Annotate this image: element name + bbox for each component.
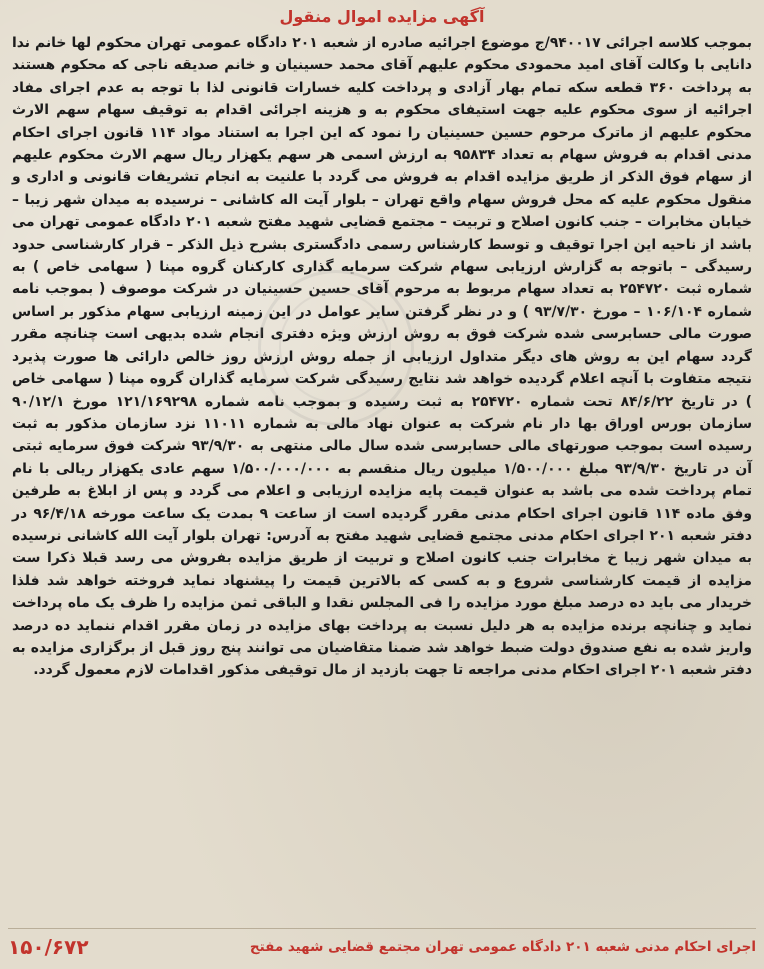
notice-body: بموجب کلاسه اجرائی ۹۴۰۰۱۷/ج موضوع اجرائیه صادره از شعبه ۲۰۱ دادگاه عمومی تهران محکوم لها خانم ندا دانایی با وکالت آقای امید محمودی محکوم علیهم آقای محمد حسینیان و خانم صدیقه ناجی که محکوم هستند به پرداخت ۳۶۰ قطعه سکه تمام بهار آزادی و پرداخت کلیه خسارات قانونی لذا با توجه به عدم اجرای مفاد اجرائیه از سوی محکوم علیه جهت استیفای محکوم به و هزینه اجرائی اقدام به توقیف سهام سهم الارث محکوم علیهم از ماترک مرحوم حسین حسینیان را نمود که این اجرا به استناد مواد ۱۱۴ قانون اجرای احکام مدنی اقدام به فروش سهام به تعداد ۹۵۸۳۴ به ارزش اسمی هر سهم یکهزار ریال سهم الارث محکوم علیهم از سهام فوق الذکر از طریق مزایده اقدام به فروش می گردد با علنیت به انجام تشریفات قانونی و اداری و منقول محکوم علیه که محل فروش سهام واقع تهران – بلوار آیت اله کاشانی – نرسیده به میدان شهر زیبا – خیابان مخابرات – جنب کانون اصلاح و تربیت – مجتمع قضایی شهید مفتح شعبه ۲۰۱ دادگاه عمومی تهران می باشد از ناحیه این اجرا توقیف و توسط کارشناس رسمی دادگستری بشرح ذیل الذکر – قرار کارشناسی حدود رسیدگی – باتوجه به گزارش ارزیابی سهام شرکت سرمایه گذاری کارکنان گروه مپنا ( سهامی خاص ) به شماره ثبت ۲۵۴۷۲۰ به تعداد سهام مربوط به مرحوم آقای حسین حسینیان در شرکت موصوف ( بموجب نامه شماره ۱۰۶/۱۰۴ – مورخ ۹۳/۷/۳۰ ) و در نظر گرفتن سایر عوامل در این زمینه ارزیابی سهام مذکور بر اساس صورت مالی حسابرسی شده شرکت فوق به روش ارزش ویژه دفتری انجام شده بدیهی است چنانچه مقرر گردد سهام این به روش های دیگر متداول ارزیابی از جمله روش ارزش روز خالص دارائی ها صورت پذیرد نتیجه متفاوت با آنچه اعلام گردیده خواهد شد نتایج رسیدگی شرکت سرمایه گذاران گروه مپنا ( سهامی خاص ) در تاریخ ۸۴/۶/۲۲ تحت شماره ۲۵۴۷۲۰ به ثبت رسیده و بموجب نامه شماره ۱۲۱/۱۶۹۲۹۸ مورخ ۹۰/۱۲/۱ سازمان بورس اوراق بها دار نام شرکت به عنوان نهاد مالی به شماره ۱۱۰۱۱ نزد سازمان مذکور به ثبت رسیده است بموجب صورتهای مالی حسابرسی شده سال مالی منتهی به ۹۳/۹/۳۰ شرکت فوق سرمایه ثبتی آن در تاریخ ۹۳/۹/۳۰ مبلغ ۱/۵۰۰/۰۰۰ میلیون ریال منقسم به ۱/۵۰۰/۰۰۰/۰۰۰ سهم عادی یکهزار ریالی با نام تمام پرداخت شده می باشد به عنوان قیمت پایه مزایده ارزیابی و اعلام می گردد و پس از ابلاغ به طرفین وفق ماده ۱۱۴ قانون اجرای احکام مدنی مقرر گردیده است از ساعت ۹ بمدت یک ساعت مورخه ۹۶/۴/۱۸ در دفتر شعبه ۲۰۱ اجرای احکام مدنی مجتمع قضایی شهید مفتح به آدرس: تهران بلوار آیت الله کاشانی نرسیده به میدان شهر زیبا خ مخابرات جنب کانون اصلاح و تربیت از طریق مزایده بفروش می رسد قبلا ذکرا ست مزایده از قیمت کارشناسی شروع و به کسی که بالاترین قیمت را پیشنهاد نماید فروخته خواهد شد فلذا خریدار می باید ده درصد مبلغ مورد مزایده را فی المجلس نقدا و الباقی ثمن مزایده را ظرف یک ماه پرداخت نماید و چنانچه برنده مزایده به هر دلیل نسبت به پرداخت بهای مزایده در زمان مقرر اقدام ننماید ده درصد واریز شده به نفع صندوق دولت ضبط خواهد شد ضمنا متقاضیان می توانند پنج روز قبل از برگزاری مزایده به دفتر شعبه ۲۰۱ اجرای احکام مدنی مراجعه تا جهت بازدید از مال توقیفی مذکور اقدامات لازم معمول گردد.	[12, 35, 753, 679]
notice-footer	[8, 928, 756, 965]
issuer-line: اجرای احکام مدنی شعبه ۲۰۱ دادگاه عمومی تهران مجتمع قضایی شهید مفتح	[249, 939, 756, 955]
notice-title: آگهی مزایده اموال منقول	[279, 7, 485, 26]
notice-code: ۱۵۰/۶۷۲	[8, 935, 89, 959]
